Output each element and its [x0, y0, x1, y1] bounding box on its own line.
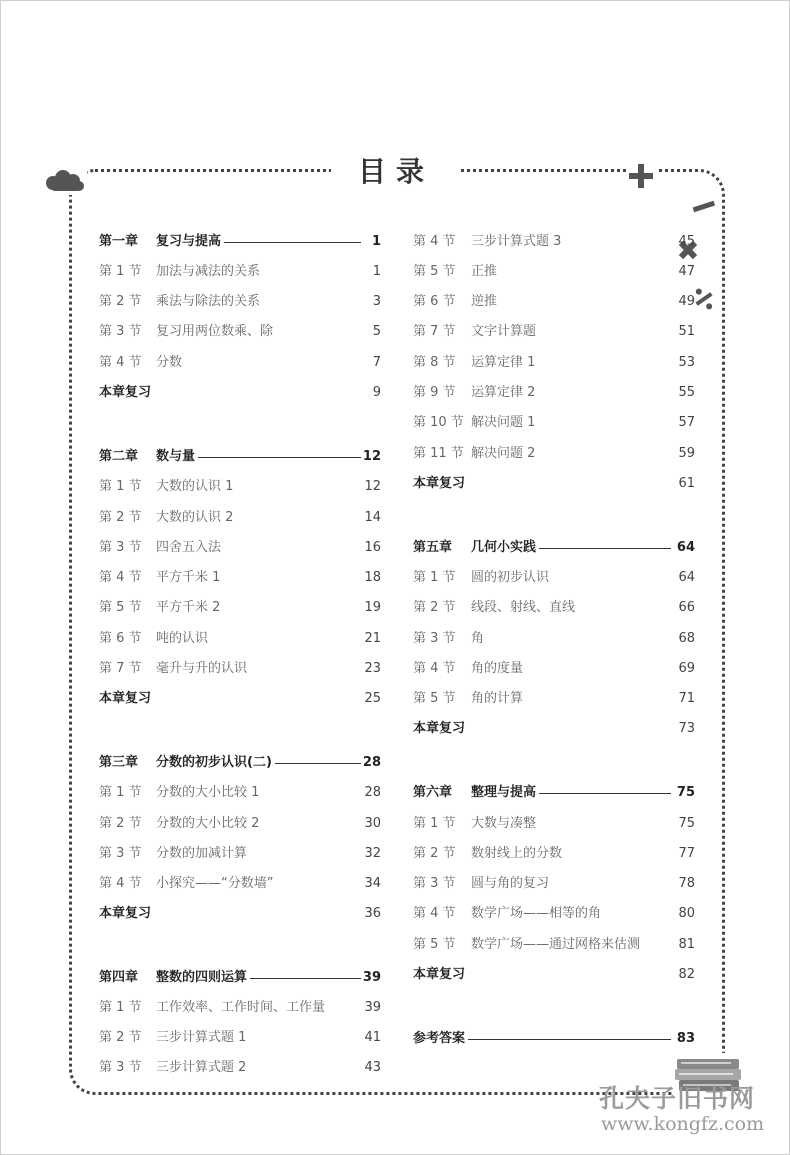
toc-page-number: 3	[372, 294, 381, 309]
toc-page-number: 34	[364, 876, 381, 891]
minus-icon	[691, 199, 717, 215]
toc-entry-title: 平方千米 1	[156, 570, 221, 585]
toc-section-label: 第 3 节	[99, 540, 142, 555]
toc-section-label: 第 2 节	[99, 1030, 142, 1045]
toc-page-number: 59	[678, 446, 695, 461]
title-wrap	[331, 149, 461, 195]
toc-section-label: 第 3 节	[99, 324, 142, 339]
toc-section-row	[99, 567, 381, 589]
toc-entry-title: 复习用两位数乘、除	[156, 324, 274, 339]
toc-section-row	[99, 291, 381, 313]
toc-section-label: 本章复习	[413, 967, 466, 982]
toc-section-row	[99, 507, 381, 529]
toc-section-label: 第 7 节	[413, 324, 456, 339]
divide-icon	[693, 285, 715, 313]
toc-page-number: 16	[364, 540, 381, 555]
toc-page-number: 61	[678, 476, 695, 491]
toc-section-row	[413, 934, 695, 956]
toc-page-number: 78	[678, 876, 695, 891]
toc-entry-title: 圆与角的复习	[471, 876, 550, 891]
toc-section-row	[413, 843, 695, 865]
toc-review-row	[99, 382, 381, 404]
watermark	[599, 1079, 779, 1141]
toc-section-label: 第 1 节	[413, 816, 456, 831]
toc-section-label: 本章复习	[413, 721, 466, 736]
toc-page-number: 49	[678, 294, 695, 309]
toc-section-row	[99, 261, 381, 283]
toc-entry-title: 大数的认识 2	[156, 510, 234, 525]
toc-section-label: 第 10 节	[413, 415, 464, 430]
toc-page-number: 73	[678, 721, 695, 736]
toc-review-row	[413, 473, 695, 495]
toc-chapter-row	[99, 752, 381, 774]
toc-entry-title: 运算定律 2	[471, 385, 536, 400]
toc-section-row	[99, 352, 381, 374]
toc-chapter-rule	[224, 242, 361, 243]
toc-section-label: 第 3 节	[413, 631, 456, 646]
toc-entry-title: 吨的认识	[156, 631, 209, 646]
toc-section-label: 第六章	[413, 785, 453, 800]
toc-page-number: 7	[372, 355, 381, 370]
toc-section-label: 本章复习	[99, 691, 152, 706]
toc-section-label: 第 4 节	[99, 570, 142, 585]
toc-section-label: 第 1 节	[99, 785, 142, 800]
toc-page-number: 69	[678, 661, 695, 676]
toc-section-row	[413, 321, 695, 343]
toc-entry-title: 几何小实践	[471, 540, 537, 555]
toc-section-label: 第 2 节	[413, 600, 456, 615]
toc-section-row	[413, 628, 695, 650]
toc-section-row	[99, 782, 381, 804]
toc-chapter-rule	[275, 763, 361, 764]
toc-chapter-rule	[250, 978, 361, 979]
toc-section-label: 第 7 节	[99, 661, 142, 676]
toc-entry-title: 解决问题 2	[471, 446, 536, 461]
toc-entry-title: 分数的大小比较 1	[156, 785, 260, 800]
watermark-title: 孔夫子旧书网	[599, 1084, 756, 1113]
toc-entry-title: 分数的大小比较 2	[156, 816, 260, 831]
toc-chapter-row	[99, 446, 381, 468]
toc-chapter-row	[413, 782, 695, 804]
toc-entry-title: 三步计算式题 3	[471, 234, 562, 249]
toc-section-label: 第 5 节	[413, 264, 456, 279]
toc-section-label: 第 1 节	[99, 264, 142, 279]
toc-page-number: 75	[676, 785, 695, 800]
toc-section-row	[99, 1057, 381, 1079]
toc-page-number: 1	[372, 264, 381, 279]
toc-page-number: 28	[364, 785, 381, 800]
toc-section-row	[413, 597, 695, 619]
toc-entry-title: 正推	[471, 264, 498, 279]
toc-entry-title: 工作效率、工作时间、工作量	[156, 1000, 326, 1015]
toc-entry-title: 逆推	[471, 294, 498, 309]
toc-section-label: 第五章	[413, 540, 453, 555]
toc-section-row	[413, 412, 695, 434]
toc-page-number: 36	[364, 906, 381, 921]
toc-entry-title: 整理与提高	[471, 785, 537, 800]
toc-section-label: 本章复习	[413, 476, 466, 491]
toc-entry-title: 四舍五入法	[156, 540, 222, 555]
toc-page-number: 39	[362, 970, 381, 985]
toc-section-row	[413, 903, 695, 925]
toc-section-label: 第 6 节	[413, 294, 456, 309]
toc-page-number: 64	[676, 540, 695, 555]
toc-section-label: 第 3 节	[99, 1060, 142, 1075]
toc-section-label: 第 2 节	[99, 294, 142, 309]
toc-section-row	[413, 813, 695, 835]
toc-page-number: 18	[364, 570, 381, 585]
toc-section-row	[99, 997, 381, 1019]
toc-entry-title: 小探究——“分数墙”	[156, 876, 274, 891]
toc-page-number: 43	[364, 1060, 381, 1075]
toc-section-label: 第 4 节	[413, 234, 456, 249]
toc-section-row	[413, 231, 695, 253]
toc-section-label: 第 8 节	[413, 355, 456, 370]
toc-entry-title: 数射线上的分数	[471, 846, 563, 861]
toc-entry-title: 数学广场——通过网格来估测	[471, 937, 641, 952]
toc-review-row	[413, 718, 695, 740]
toc-entry-title: 线段、射线、直线	[471, 600, 576, 615]
toc-page-number: 21	[364, 631, 381, 646]
toc-entry-title: 大数与凑整	[471, 816, 537, 831]
toc-section-label: 第二章	[99, 449, 139, 464]
toc-section-row	[413, 291, 695, 313]
toc-entry-title: 分数的加减计算	[156, 846, 248, 861]
toc-page-number: 32	[364, 846, 381, 861]
toc-section-label: 第 11 节	[413, 446, 464, 461]
toc-section-label: 第 2 节	[99, 816, 142, 831]
toc-entry-title: 分数	[156, 355, 183, 370]
toc-section-label: 第 5 节	[413, 937, 456, 952]
toc-page-number: 68	[678, 631, 695, 646]
toc-entry-title: 三步计算式题 1	[156, 1030, 247, 1045]
toc-entry-title: 分数的初步认识(二)	[156, 755, 272, 770]
cloud-icon	[43, 169, 87, 195]
toc-entry-title: 毫升与升的认识	[156, 661, 248, 676]
toc-section-label: 第 4 节	[413, 906, 456, 921]
toc-entry-title: 运算定律 1	[471, 355, 536, 370]
toc-section-label: 第四章	[99, 970, 139, 985]
toc-page-number: 53	[678, 355, 695, 370]
page-title: 目录	[357, 155, 434, 188]
toc-section-row	[99, 476, 381, 498]
watermark-url: www.kongfz.com	[601, 1113, 765, 1135]
toc-section-label: 第 1 节	[413, 570, 456, 585]
toc-section-row	[413, 688, 695, 710]
toc-section-row	[413, 352, 695, 374]
toc-section-label: 参考答案	[413, 1031, 466, 1046]
toc-chapter-row	[413, 537, 695, 559]
toc-page-number: 75	[678, 816, 695, 831]
toc-section-row	[413, 443, 695, 465]
toc-page-number: 71	[678, 691, 695, 706]
toc-section-label: 第 3 节	[413, 876, 456, 891]
toc-section-row	[99, 873, 381, 895]
toc-page-number: 23	[364, 661, 381, 676]
toc-entry-title: 文字计算题	[471, 324, 537, 339]
toc-entry-title: 数学广场——相等的角	[471, 906, 602, 921]
toc-page-number: 19	[364, 600, 381, 615]
toc-section-row	[99, 1027, 381, 1049]
toc-entry-title: 角	[471, 631, 485, 646]
toc-page-number: 12	[364, 479, 381, 494]
toc-section-label: 第 2 节	[413, 846, 456, 861]
toc-section-label: 第 3 节	[99, 846, 142, 861]
toc-page-number: 55	[678, 385, 695, 400]
toc-section-row	[413, 658, 695, 680]
toc-review-row	[413, 964, 695, 986]
toc-section-row	[99, 843, 381, 865]
toc-page-number: 12	[362, 449, 381, 464]
plus-icon	[626, 161, 656, 191]
toc-entry-title: 角的计算	[471, 691, 524, 706]
toc-page-number: 64	[678, 570, 695, 585]
toc-section-row	[99, 658, 381, 680]
toc-review-row	[99, 903, 381, 925]
toc-section-row	[99, 537, 381, 559]
toc-section-row	[413, 261, 695, 283]
toc-section-row	[99, 321, 381, 343]
toc-section-row	[99, 813, 381, 835]
toc-section-label: 第 1 节	[99, 479, 142, 494]
toc-section-row	[413, 567, 695, 589]
toc-entry-title: 三步计算式题 2	[156, 1060, 247, 1075]
toc-section-label: 第 1 节	[99, 1000, 142, 1015]
toc-page-number: 77	[678, 846, 695, 861]
toc-entry-title: 数与量	[156, 449, 196, 464]
toc-section-label: 第 6 节	[99, 631, 142, 646]
toc-section-label: 第 9 节	[413, 385, 456, 400]
toc-page-number: 41	[364, 1030, 381, 1045]
toc-section-label: 第三章	[99, 755, 139, 770]
toc-page-number: 30	[364, 816, 381, 831]
toc-chapter-row	[99, 231, 381, 253]
toc-section-label: 第 4 节	[413, 661, 456, 676]
toc-review-row	[99, 688, 381, 710]
toc-page-number: 66	[678, 600, 695, 615]
toc-page-number: 25	[364, 691, 381, 706]
toc-section-label: 第 4 节	[99, 876, 142, 891]
toc-page-number: 14	[364, 510, 381, 525]
toc-section-label: 本章复习	[99, 385, 152, 400]
toc-section-row	[413, 382, 695, 404]
toc-section-label: 第 2 节	[99, 510, 142, 525]
toc-section-label: 第 4 节	[99, 355, 142, 370]
toc-chapter-rule	[539, 548, 671, 549]
toc-chapter-rule	[198, 457, 361, 458]
toc-section-label: 第一章	[99, 234, 139, 249]
toc-chapter-row	[413, 1028, 695, 1050]
toc-entry-title: 平方千米 2	[156, 600, 221, 615]
toc-chapter-rule	[539, 793, 671, 794]
toc-section-row	[413, 873, 695, 895]
toc-section-row	[99, 597, 381, 619]
toc-page-number: 57	[678, 415, 695, 430]
toc-entry-title: 乘法与除法的关系	[156, 294, 261, 309]
toc-entry-title: 整数的四则运算	[156, 970, 248, 985]
toc-entry-title: 加法与减法的关系	[156, 264, 261, 279]
toc-page-number: 9	[372, 385, 381, 400]
toc-section-label: 本章复习	[99, 906, 152, 921]
toc-chapter-row	[99, 967, 381, 989]
toc-entry-title: 圆的初步认识	[471, 570, 550, 585]
toc-page-number: 39	[364, 1000, 381, 1015]
toc-entry-title: 角的度量	[471, 661, 524, 676]
toc-section-label: 第 5 节	[99, 600, 142, 615]
toc-chapter-rule	[468, 1039, 671, 1040]
toc-section-label: 第 5 节	[413, 691, 456, 706]
toc-page-number: 80	[678, 906, 695, 921]
toc-section-row	[99, 628, 381, 650]
toc-page-number: 51	[678, 324, 695, 339]
toc-page-number: 5	[372, 324, 381, 339]
toc-entry-title: 大数的认识 1	[156, 479, 234, 494]
toc-page-number: 82	[678, 967, 695, 982]
toc-page-number: 28	[362, 755, 381, 770]
toc-page-number: 1	[371, 234, 381, 249]
toc-page-number: 45	[678, 234, 695, 249]
toc-entry-title: 解决问题 1	[471, 415, 536, 430]
toc-entry-title: 复习与提高	[156, 234, 222, 249]
toc-page-number: 81	[678, 937, 695, 952]
toc-page-number: 83	[676, 1031, 695, 1046]
toc-page-number: 47	[678, 264, 695, 279]
